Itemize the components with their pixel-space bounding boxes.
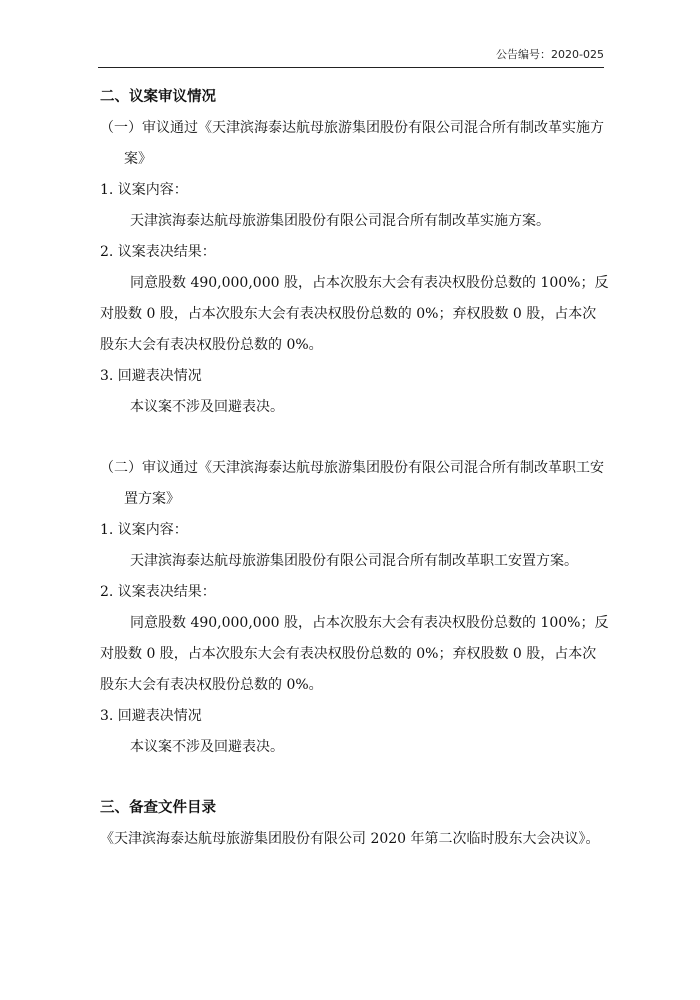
motion-vote-text: 同意股数 490,000,000 股，占本次股东大会有表决权股份总数的 100%；反对股数 0 股，占本次股东大会有表决权股份总数的 0%；弃权股数 0 股，占本次股东大会有表决权股份总数的 0%。 xyxy=(100,615,609,693)
motion-avoid-text: 本议案不涉及回避表决。 xyxy=(130,399,284,415)
motion-2 xyxy=(100,453,610,763)
motion-1 xyxy=(100,113,610,423)
motion-title: （一）审议通过《天津滨海泰达航母旅游集团股份有限公司混合所有制改革实施方案》 xyxy=(100,120,604,167)
motion-content-text: 天津滨海泰达航母旅游集团股份有限公司混合所有制改革实施方案。 xyxy=(130,213,550,229)
announcement-number: 公告编号：2020-025 xyxy=(496,48,604,61)
motion-vote-label: 2. 议案表决结果： xyxy=(100,584,216,600)
motion-avoid-text: 本议案不涉及回避表决。 xyxy=(130,739,284,755)
reference-document: 《天津滨海泰达航母旅游集团股份有限公司 2020 年第二次临时股东大会决议》。 xyxy=(100,831,600,847)
document-body xyxy=(100,82,610,855)
motion-title: （二）审议通过《天津滨海泰达航母旅游集团股份有限公司混合所有制改革职工安置方案》 xyxy=(100,460,604,507)
section-heading-review: 二、议案审议情况 xyxy=(100,89,216,105)
motion-avoid-label: 3. 回避表决情况 xyxy=(100,708,202,724)
header-divider xyxy=(98,67,604,68)
motion-avoid-label: 3. 回避表决情况 xyxy=(100,368,202,384)
motion-vote-label: 2. 议案表决结果： xyxy=(100,244,216,260)
section-heading-documents: 三、备查文件目录 xyxy=(100,800,216,816)
motion-content-label: 1. 议案内容： xyxy=(100,182,188,198)
motion-vote-text: 同意股数 490,000,000 股，占本次股东大会有表决权股份总数的 100%；反对股数 0 股，占本次股东大会有表决权股份总数的 0%；弃权股数 0 股，占本次股东大会有表决权股份总数的 0%。 xyxy=(100,275,609,353)
motion-content-label: 1. 议案内容： xyxy=(100,522,188,538)
motion-content-text: 天津滨海泰达航母旅游集团股份有限公司混合所有制改革职工安置方案。 xyxy=(130,553,578,569)
